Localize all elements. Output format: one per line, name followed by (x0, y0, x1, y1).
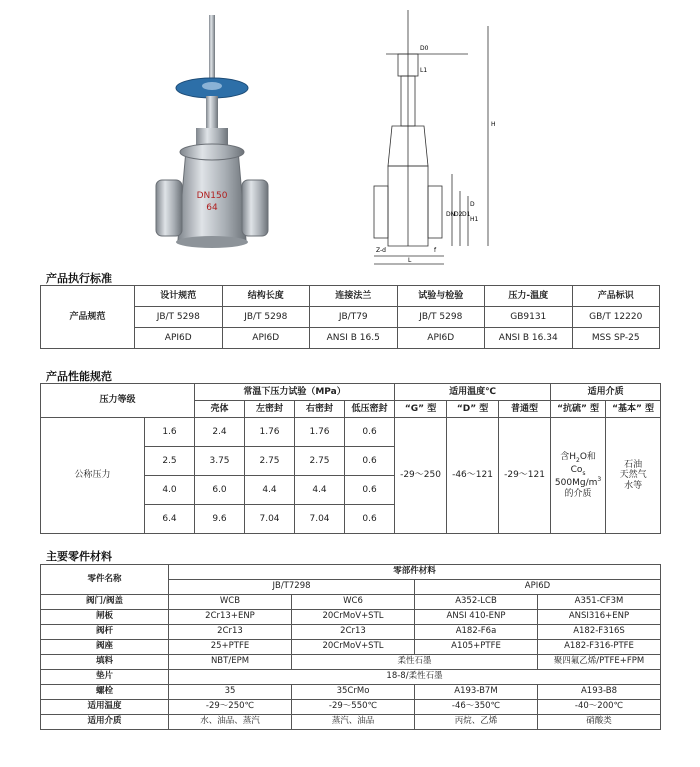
part-name: 阀门/阀盖 (41, 595, 169, 610)
part-name: 填料 (41, 655, 169, 670)
table-cell: ANSI B 16.34 (485, 328, 573, 349)
test-col: 低压密封 (345, 401, 395, 418)
table-cell: -29～250℃ (169, 700, 292, 715)
standards-header: 压力-温度 (485, 286, 573, 307)
dim-l1: L1 (420, 67, 428, 74)
part-name: 适用温度 (41, 700, 169, 715)
table-row (41, 715, 661, 730)
table-row (41, 700, 661, 715)
table-cell: -46～350℃ (415, 700, 538, 715)
table-cell: API6D (222, 328, 310, 349)
table-cell: 4.0 (145, 476, 195, 505)
sulfur-line3: 500Mg/m (554, 478, 598, 489)
table-cell: A193-B8 (538, 685, 661, 700)
table-row (41, 625, 661, 640)
figure-row (0, 0, 700, 270)
temp-d: -46～121 (447, 418, 499, 534)
temp-normal: -29～121 (499, 418, 551, 534)
table-cell: 2.75 (295, 447, 345, 476)
dim-h: H (491, 121, 496, 128)
table-cell: 1.6 (145, 418, 195, 447)
table-cell: 0.6 (345, 476, 395, 505)
photo-label-1: DN150 (196, 191, 228, 201)
valve-photo (148, 10, 278, 255)
test-col: 右密封 (295, 401, 345, 418)
table-cell: JB/T 5298 (135, 307, 223, 328)
sulfur-sub2: s (582, 469, 586, 477)
basic-line: 水等 (624, 480, 643, 491)
table-cell: GB9131 (485, 307, 573, 328)
table-cell: 25+PTFE (169, 640, 292, 655)
table-cell: 2Cr13 (292, 625, 415, 640)
performance-table (40, 383, 661, 534)
dim-d1: D1 (462, 211, 471, 218)
test-pressure-header: 常温下压力试验（MPa） (195, 384, 395, 401)
sulfur-line1: 含H (560, 451, 576, 462)
table-cell: 35CrMo (292, 685, 415, 700)
part-name: 垫片 (41, 670, 169, 685)
table-row (41, 685, 661, 700)
table-row (41, 595, 661, 610)
table-cell: 0.6 (345, 505, 395, 534)
basic-line: 天然气 (619, 470, 647, 481)
table-cell: 7.04 (295, 505, 345, 534)
table-cell: WCB (169, 595, 292, 610)
standards-header: 试验与检验 (397, 286, 485, 307)
table-row (41, 610, 661, 625)
table-row (41, 670, 661, 685)
standards-header: 连接法兰 (310, 286, 398, 307)
dim-zd: Z-d (376, 247, 386, 254)
nominal-pressure-label: 公称压力 (41, 418, 145, 534)
table-cell: 2Cr13 (169, 625, 292, 640)
part-name: 阀座 (41, 640, 169, 655)
table-cell: WC6 (292, 595, 415, 610)
basic-line: 石油 (624, 459, 643, 470)
medium-col: “抗硫” 型 (551, 401, 606, 418)
temp-header: 适用温度℃ (395, 384, 551, 401)
std-api: API6D (415, 580, 661, 595)
temp-col: “D” 型 (447, 401, 499, 418)
part-name: 螺栓 (41, 685, 169, 700)
material-header: 零部件材料 (169, 565, 661, 580)
table-cell: 柔性石墨 (292, 655, 538, 670)
table-row (41, 640, 661, 655)
table-cell: A193-B7M (415, 685, 538, 700)
table-cell: 6.4 (145, 505, 195, 534)
sulfur-medium (551, 418, 606, 534)
table-cell: 9.6 (195, 505, 245, 534)
standards-row-label: 产品规范 (41, 286, 135, 349)
dim-l: L (408, 257, 412, 264)
performance-title: 产品性能规范 (46, 370, 112, 383)
part-name: 适用介质 (41, 715, 169, 730)
table-cell: A352-LCB (415, 595, 538, 610)
basic-medium (606, 418, 661, 534)
standards-header: 结构长度 (222, 286, 310, 307)
table-cell: 1.76 (245, 418, 295, 447)
test-col: 左密封 (245, 401, 295, 418)
materials-title: 主要零件材料 (46, 550, 112, 563)
std-jb: JB/T7298 (169, 580, 415, 595)
table-cell: JB/T79 (310, 307, 398, 328)
table-cell: 0.6 (345, 418, 395, 447)
table-cell: A182-F6a (415, 625, 538, 640)
sulfur-line4: 的介质 (564, 488, 592, 499)
medium-col: “基本” 型 (606, 401, 661, 418)
table-cell: API6D (397, 328, 485, 349)
valve-drawing (368, 6, 518, 268)
table-cell: ANSI 410-ENP (415, 610, 538, 625)
table-cell: 20CrMoV+STL (292, 610, 415, 625)
table-cell: ANSI316+ENP (538, 610, 661, 625)
standards-header: 设计规范 (135, 286, 223, 307)
dim-f: f (434, 247, 437, 254)
table-cell: GB/T 12220 (572, 307, 660, 328)
standards-table (40, 285, 660, 349)
table-cell: A182-F316-PTFE (538, 640, 661, 655)
table-cell: A182-F316S (538, 625, 661, 640)
table-cell: 硝酸类 (538, 715, 661, 730)
temp-col: “G” 型 (395, 401, 447, 418)
table-cell: 3.75 (195, 447, 245, 476)
table-cell: 蒸汽、油品 (292, 715, 415, 730)
table-cell: 水、油品、蒸汽 (169, 715, 292, 730)
dim-dn: DN (446, 211, 456, 218)
dim-h1: H1 (470, 216, 479, 223)
table-cell: 7.04 (245, 505, 295, 534)
table-cell: NBT/EPM (169, 655, 292, 670)
table-cell: 2.4 (195, 418, 245, 447)
table-cell: JB/T 5298 (222, 307, 310, 328)
materials-table (40, 564, 661, 730)
table-cell: 2.5 (145, 447, 195, 476)
photo-label-2: 64 (206, 203, 218, 213)
table-cell: 6.0 (195, 476, 245, 505)
test-col: 壳体 (195, 401, 245, 418)
table-cell: -29～550℃ (292, 700, 415, 715)
table-cell: JB/T 5298 (397, 307, 485, 328)
table-cell: 35 (169, 685, 292, 700)
sulfur-line2: Co (570, 464, 583, 475)
table-cell: API6D (135, 328, 223, 349)
sulfur-sub1: 2 (575, 456, 580, 464)
table-cell: 18-8/柔性石墨 (169, 670, 661, 685)
table-row (41, 655, 661, 670)
table-cell: MSS SP-25 (572, 328, 660, 349)
table-cell: 2.75 (245, 447, 295, 476)
table-cell: ANSI B 16.5 (310, 328, 398, 349)
table-cell: 4.4 (295, 476, 345, 505)
dim-d: D (470, 201, 475, 208)
medium-header: 适用介质 (551, 384, 661, 401)
dim-d2: D2 (454, 211, 463, 218)
table-cell: 20CrMoV+STL (292, 640, 415, 655)
standards-header: 产品标识 (572, 286, 660, 307)
table-cell: A351-CF3M (538, 595, 661, 610)
standards-title: 产品执行标准 (46, 272, 112, 285)
table-cell: 2Cr13+ENP (169, 610, 292, 625)
sulfur-line1b: O和 (579, 451, 596, 462)
table-row (41, 418, 661, 447)
table-cell: 4.4 (245, 476, 295, 505)
part-name: 闸板 (41, 610, 169, 625)
pressure-grade-header: 压力等级 (41, 384, 195, 418)
dim-d0: D0 (420, 45, 429, 52)
table-cell: 0.6 (345, 447, 395, 476)
part-name-header: 零件名称 (41, 565, 169, 595)
temp-col: 普通型 (499, 401, 551, 418)
table-cell: 聚四氟乙烯/PTFE+FPM (538, 655, 661, 670)
part-name: 阀杆 (41, 625, 169, 640)
table-cell: A105+PTFE (415, 640, 538, 655)
table-cell: 1.76 (295, 418, 345, 447)
table-cell: -40～200℃ (538, 700, 661, 715)
sulfur-sup3: 3 (597, 476, 602, 484)
temp-g: -29～250 (395, 418, 447, 534)
table-cell: 丙烷、乙烯 (415, 715, 538, 730)
